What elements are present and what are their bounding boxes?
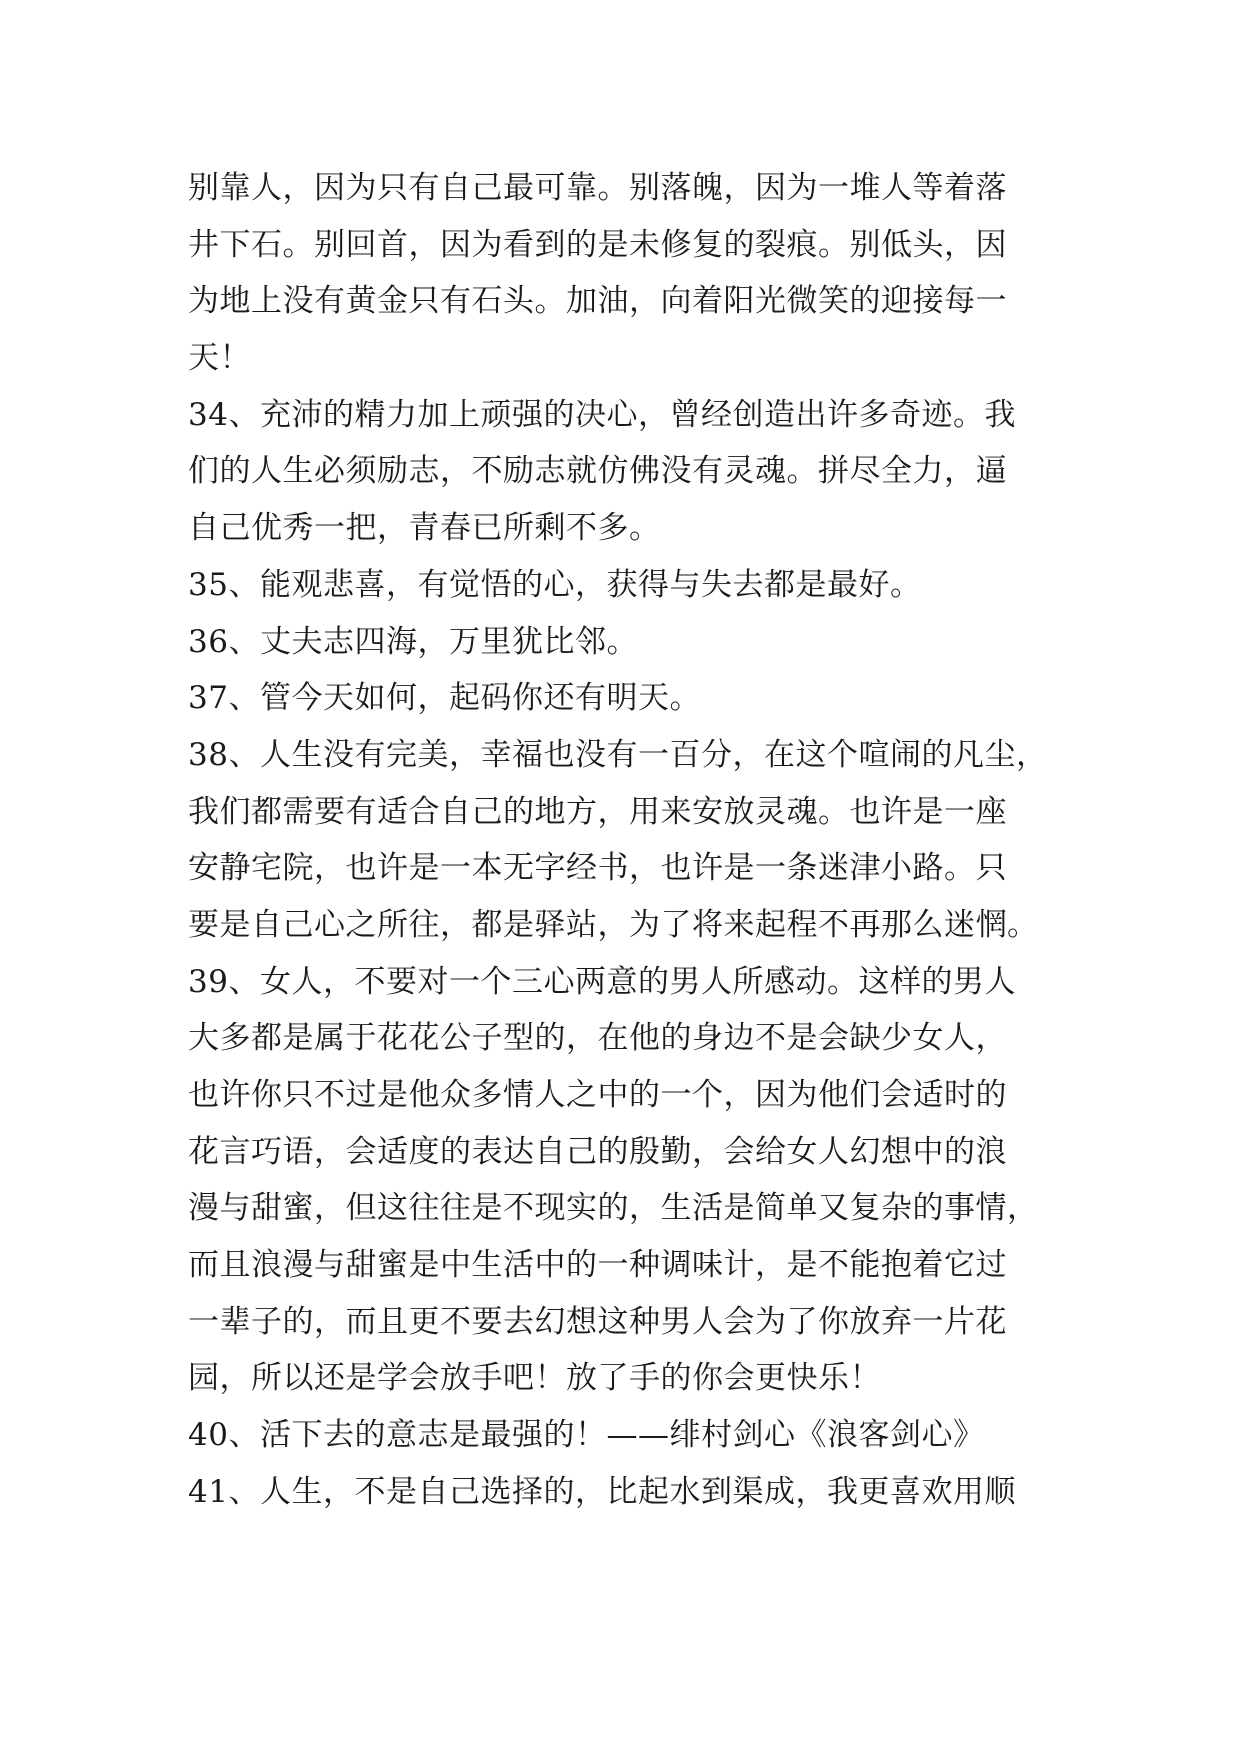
text-line: 36、丈夫志四海，万里犹比邻。 bbox=[188, 623, 638, 660]
text-line: 要是自己心之所往，都是驿站，为了将来起程不再那么迷惘。 bbox=[188, 906, 1039, 943]
text-line: 而且浪漫与甜蜜是中生活中的一种调味计，是不能抱着它过 bbox=[188, 1247, 1007, 1284]
text-line: 花言巧语，会适度的表达自己的殷勤，会给女人幻想中的浪 bbox=[188, 1133, 1007, 1170]
text-line: 41、人生，不是自己选择的，比起水到渠成，我更喜欢用顺 bbox=[188, 1473, 1016, 1510]
text-line: 40、活下去的意志是最强的！——绯村剑心《浪客剑心》 bbox=[188, 1417, 985, 1454]
text-line: 安静宅院，也许是一本无字经书，也许是一条迷津小路。只 bbox=[188, 850, 1007, 887]
document-body bbox=[188, 160, 1068, 1521]
text-line: 天！ bbox=[188, 340, 251, 377]
text-line: 井下石。别回首，因为看到的是未修复的裂痕。别低头，因 bbox=[188, 226, 1007, 263]
text-line: 们的人生必须励志，不励志就仿佛没有灵魂。拼尽全力，逼 bbox=[188, 453, 1007, 490]
text-line: 一辈子的，而且更不要去幻想这种男人会为了你放弃一片花 bbox=[188, 1303, 1007, 1340]
text-line: 38、人生没有完美，幸福也没有一百分，在这个喧闹的凡尘， bbox=[188, 736, 1048, 773]
text-line: 为地上没有黄金只有石头。加油，向着阳光微笑的迎接每一 bbox=[188, 283, 1007, 320]
text-line: 我们都需要有适合自己的地方，用来安放灵魂。也许是一座 bbox=[188, 793, 1007, 830]
text-line: 园，所以还是学会放手吧！放了手的你会更快乐！ bbox=[188, 1360, 881, 1397]
text-line: 39、女人，不要对一个三心两意的男人所感动。这样的男人 bbox=[188, 963, 1016, 1000]
text-line: 37、管今天如何，起码你还有明天。 bbox=[188, 680, 701, 717]
text-line: 漫与甜蜜，但这往往是不现实的，生活是简单又复杂的事情， bbox=[188, 1190, 1039, 1227]
text-line: 35、能观悲喜，有觉悟的心，获得与失去都是最好。 bbox=[188, 566, 922, 603]
text-line: 也许你只不过是他众多情人之中的一个，因为他们会适时的 bbox=[188, 1077, 1007, 1113]
text-line: 别靠人，因为只有自己最可靠。别落魄，因为一堆人等着落 bbox=[188, 170, 1007, 206]
text-line: 自己优秀一把，青春已所剩不多。 bbox=[188, 510, 661, 547]
text-line: 大多都是属于花花公子型的，在他的身边不是会缺少女人， bbox=[188, 1020, 1007, 1057]
text-line: 34、充沛的精力加上顽强的决心，曾经创造出许多奇迹。我 bbox=[188, 396, 1016, 433]
